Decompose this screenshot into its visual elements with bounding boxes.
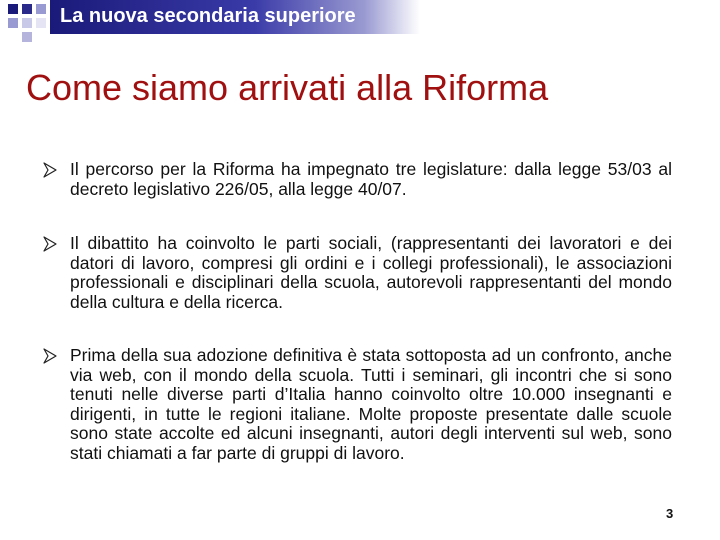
- decorative-square: [22, 32, 32, 42]
- bullet-text: Il dibattito ha coinvolto le parti sociali, (rappresentanti dei lavoratori e dei datori di lavoro, compresi gli ordini e i collegi professionali), le associazioni professionali e disciplinari della scuola, autorevoli rappresentanti del mondo della cultura e della ricerca.: [70, 233, 672, 312]
- arrowhead-bullet-icon: [42, 235, 60, 253]
- header-title: La nuova secondaria superiore: [60, 5, 356, 27]
- decorative-square: [8, 4, 18, 14]
- page-number: 3: [666, 506, 674, 521]
- arrowhead-bullet-icon: [42, 161, 60, 179]
- decorative-square: [36, 4, 46, 14]
- decorative-square: [22, 4, 32, 14]
- bullet-text: Prima della sua adozione definitiva è stata sottoposta ad un confronto, anche via web, con il mondo della scuola. Tutti i seminari, gli incontri che si sono tenuti nelle diverse parti d’Italia hanno coinvolto oltre 10.000 insegnanti e dirigenti, in tutte le regioni italiane. Molte proposte presentate dalle scuole sono state accolte ed alcuni insegnanti, autori degli interventi sul web, sono stati chiamati a far parte di gruppi di lavoro.: [70, 345, 672, 463]
- bullet-text: Il percorso per la Riforma ha impegnato tre legislature: dalla legge 53/03 al decreto legislativo 226/05, alla legge 40/07.: [70, 159, 672, 199]
- arrowhead-bullet-icon: [42, 347, 60, 365]
- decorative-square: [22, 18, 32, 28]
- page-title: Come siamo arrivati alla Riforma: [26, 67, 549, 108]
- decorative-square: [36, 18, 46, 28]
- decorative-square: [8, 18, 18, 28]
